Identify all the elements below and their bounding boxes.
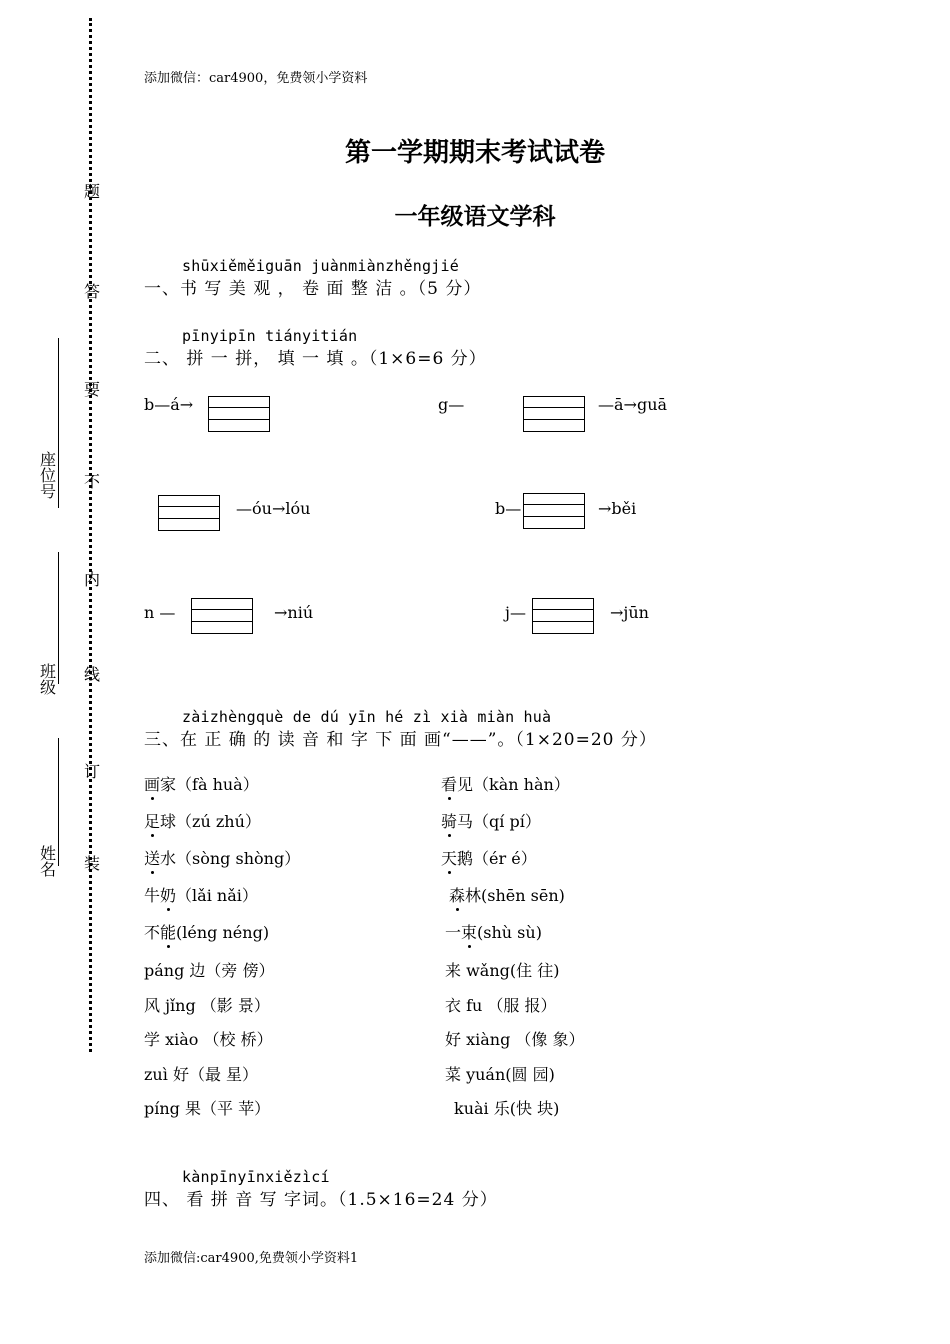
arrow-icon: → — [179, 395, 194, 414]
q2-item-right: →jūn — [610, 603, 649, 622]
q2-answer-box[interactable] — [523, 493, 585, 529]
q1-pinyin: shūxiěměiguān juànmiànzhěngjié — [182, 257, 459, 275]
q2-text: 二、 拼 一 拼， 填 一 填 。（1×6=6 分） — [144, 349, 487, 369]
q2-item-left: b— — [495, 499, 522, 518]
q3-dotted-char: 奶 — [160, 883, 176, 906]
q2-item-left: n — — [144, 603, 176, 622]
binding-dotted-line — [89, 18, 92, 1052]
q3-text: 三、在 正 确 的 读 音 和 字 下 面 画“——”。（1×20=20 分） — [144, 730, 657, 750]
q2-answer-box[interactable] — [208, 396, 270, 432]
q3-pinyin: zàizhèngquè de dú yīn hé zì xià miàn huà — [182, 708, 552, 726]
q3-right-item[interactable]: 来 wǎng(住 往) — [445, 961, 560, 980]
binding-notice-char: 线 — [84, 665, 101, 684]
q3-right-item[interactable] — [441, 846, 537, 869]
q4-pinyin: kànpīnyīnxiězìcí — [182, 1168, 330, 1186]
q3-dotted-char: 森 — [449, 883, 465, 906]
class-line[interactable] — [58, 552, 59, 684]
q2-item-right: →niú — [274, 603, 314, 622]
q4-text: 四、 看 拼 音 写 字词。（1.5×16=24 分） — [144, 1190, 498, 1210]
q3-options: （lǎi nǎi） — [176, 886, 258, 905]
q2-item-left — [144, 395, 193, 414]
q3-left-item[interactable]: páng 边（旁 傍） — [144, 961, 275, 980]
binding-notice-char: 要 — [84, 380, 101, 399]
q3-dotted-char: 送 — [144, 846, 160, 869]
q3-left-item[interactable] — [144, 883, 258, 906]
q3-options: (shù sù) — [477, 923, 542, 942]
q3-dotted-char: 天 — [441, 846, 457, 869]
q3-right-item[interactable]: 好 xiàng （像 象） — [445, 1030, 585, 1049]
binding-notice-char: 订 — [84, 762, 101, 781]
binding-notice-char: 内 — [84, 570, 101, 589]
q2-item-right: →běi — [598, 499, 637, 518]
q3-options: 马（qí pí） — [457, 812, 541, 831]
q3-left-item[interactable]: 风 jǐng （影 景） — [144, 996, 270, 1015]
q3-char: 一 — [445, 923, 462, 942]
q1-text: 一、书 写 美 观 ， 卷 面 整 洁 。（5 分） — [144, 279, 482, 299]
q2-answer-box[interactable] — [523, 396, 585, 432]
q3-options: 水（sòng shòng） — [160, 849, 301, 868]
q3-options: (léng néng) — [176, 923, 270, 942]
q3-right-item[interactable] — [449, 883, 565, 906]
binding-notice-char: 装 — [84, 854, 101, 873]
q3-left-item[interactable]: píng 果（平 苹） — [144, 1099, 271, 1118]
q2-item-left-text: b—á — [144, 395, 180, 414]
q2-item-left: g— — [438, 395, 465, 414]
q3-right-item[interactable]: kuài 乐(快 块) — [454, 1099, 560, 1118]
q3-dotted-char: 画 — [144, 772, 160, 795]
name-line[interactable] — [58, 738, 59, 866]
page-subtitle: 一年级语文学科 — [394, 204, 556, 230]
q3-dotted-char: 足 — [144, 809, 160, 832]
footer-note-text: 添加微信:car4900,免费领小学资料 — [144, 1251, 350, 1266]
q2-item-right: —óu→lóu — [236, 499, 311, 518]
q3-left-item[interactable] — [144, 920, 269, 943]
q3-dotted-char: 骑 — [441, 809, 457, 832]
binding-notice-char: 不 — [84, 472, 101, 491]
q2-item-left: j— — [505, 603, 526, 622]
q3-char: 不 — [144, 923, 161, 942]
q3-left-item[interactable] — [144, 846, 300, 869]
q2-answer-box[interactable] — [532, 598, 594, 634]
q3-right-item[interactable] — [441, 772, 570, 795]
q3-right-item[interactable]: 菜 yuán(圆 园) — [445, 1065, 555, 1084]
seat-number-label: 座位号 — [40, 450, 57, 501]
q3-left-item[interactable]: zuì 好（最 星） — [144, 1065, 259, 1084]
page-number: 1 — [349, 1251, 359, 1266]
q3-dotted-char: 能 — [160, 920, 176, 943]
q3-options: 鹅（ér é） — [457, 849, 537, 868]
class-label: 班级 — [40, 662, 57, 697]
q3-left-item[interactable] — [144, 809, 261, 832]
seat-number-line[interactable] — [58, 338, 59, 508]
q3-right-item[interactable] — [441, 809, 541, 832]
q2-item-right: —ā→guā — [598, 395, 668, 414]
footer-note — [144, 1247, 358, 1266]
q3-options: 家（fà huà） — [160, 775, 259, 794]
q2-answer-box[interactable] — [191, 598, 253, 634]
q2-pinyin: pīnyipīn tiányitián — [182, 327, 358, 345]
q3-dotted-char: 看 — [441, 772, 457, 795]
q3-options: 见（kàn hàn） — [457, 775, 570, 794]
name-label: 姓名 — [40, 844, 57, 879]
q3-left-item[interactable] — [144, 772, 259, 795]
q3-char: 牛 — [144, 886, 161, 905]
header-note: 添加微信：car4900，免费领小学资料 — [144, 71, 368, 86]
q3-options: 球（zú zhú） — [160, 812, 261, 831]
q3-right-item[interactable]: 衣 fu （服 报） — [445, 996, 557, 1015]
q2-answer-box[interactable] — [158, 495, 220, 531]
q3-right-item[interactable] — [445, 920, 542, 943]
q3-left-item[interactable]: 学 xiào （校 桥） — [144, 1030, 273, 1049]
q3-options: 林(shēn sēn) — [465, 886, 565, 905]
binding-notice-char: 题 — [84, 182, 101, 201]
binding-notice-char: 答 — [84, 282, 101, 301]
q3-dotted-char: 束 — [461, 920, 477, 943]
page-title: 第一学期期末考试试卷 — [344, 138, 605, 168]
